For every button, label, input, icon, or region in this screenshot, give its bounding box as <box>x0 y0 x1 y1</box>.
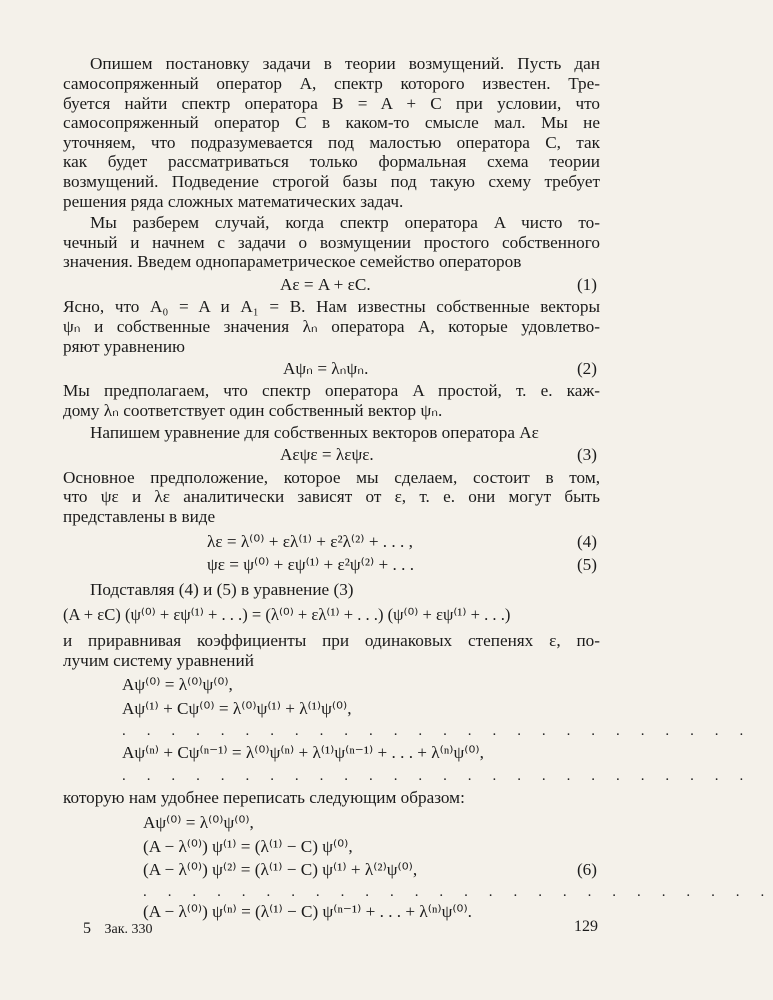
ellipsis-dots: . . . . . . . . . . . . . . . . . . . . . . . . . . <box>143 884 773 901</box>
text-line: дому λₙ соответствует один собственный вектор ψₙ. <box>63 401 443 421</box>
equation-number: (4) <box>576 532 597 551</box>
text-line: возмущений. Подведение строгой базы под такую схему требует <box>63 172 600 192</box>
text-line: Мы разберем случай, когда спектр оператора A чисто то- <box>90 213 600 233</box>
text-line: Напишем уравнение для собственных векторов оператора Aε <box>90 422 539 442</box>
signature-number: 5 <box>83 920 91 938</box>
text-line: Опишем постановку задачи в теории возмущений. Пусть дан <box>90 54 600 74</box>
text-line: Подставляя (4) и (5) в уравнение (3) <box>90 579 354 599</box>
text-line: как будет рассматриваться только формальная схема теории <box>63 152 600 172</box>
text-line: уточняем, что подразумевается под малостью оператора C, так <box>63 132 600 152</box>
text-line: значения. Введем однопараметрическое семейство операторов <box>63 252 522 272</box>
text-line: Мы предполагаем, что спектр оператора A простой, т. е. каж- <box>63 381 600 401</box>
text-line: решения ряда сложных математических задач. <box>63 191 404 211</box>
equation-5: ψε = ψ⁽⁰⁾ + εψ⁽¹⁾ + ε²ψ⁽²⁾ + . . . <box>207 555 414 575</box>
system-equation: (A − λ⁽⁰⁾) ψ⁽¹⁾ = (λ⁽¹⁾ − C) ψ⁽⁰⁾, <box>143 836 353 856</box>
page-number: 129 <box>574 918 598 936</box>
system-equation: (A − λ⁽⁰⁾) ψ⁽ⁿ⁾ = (λ⁽¹⁾ − C) ψ⁽ⁿ⁻¹⁾ + . . . + λ⁽ⁿ⁾ψ⁽⁰⁾. <box>143 902 472 922</box>
text-line: самосопряженный оператор C в каком-то смысле мал. Мы не <box>63 113 600 133</box>
printer-signature <box>83 920 153 938</box>
equation-3: Aεψε = λεψε. <box>280 445 374 465</box>
ellipsis-dots: . . . . . . . . . . . . . . . . . . . . . . . . . . <box>122 722 752 739</box>
equation-number: (1) <box>576 274 597 294</box>
text-line: которую нам удобнее переписать следующим образом: <box>63 788 465 808</box>
text-line: Ясно, что A₀ = A и A₁ = B. Нам известны собственные векторы <box>63 297 600 317</box>
text-line: самосопряженный оператор A, спектр которого известен. Тре- <box>63 73 600 93</box>
equation-4: λε = λ⁽⁰⁾ + ελ⁽¹⁾ + ε²λ⁽²⁾ + . . . , <box>207 532 413 551</box>
text-line: Основное предположение, которое мы сделаем, состоит в том, <box>63 467 600 487</box>
equation-number: (3) <box>576 445 597 465</box>
system-equation: Aψ⁽ⁿ⁾ + Cψ⁽ⁿ⁻¹⁾ = λ⁽⁰⁾ψ⁽ⁿ⁾ + λ⁽¹⁾ψ⁽ⁿ⁻¹⁾ + . . . + λ⁽ⁿ⁾ψ⁽⁰⁾, <box>122 743 484 763</box>
system-equation: Aψ⁽⁰⁾ = λ⁽⁰⁾ψ⁽⁰⁾, <box>122 675 233 695</box>
equation-number: (2) <box>576 359 597 379</box>
substitution-equation: (A + εC) (ψ⁽⁰⁾ + εψ⁽¹⁾ + . . .) = (λ⁽⁰⁾ + ελ⁽¹⁾ + . . .) (ψ⁽⁰⁾ + εψ⁽¹⁾ + . . .) <box>63 604 511 624</box>
system-equation: Aψ⁽⁰⁾ = λ⁽⁰⁾ψ⁽⁰⁾, <box>143 813 254 833</box>
text-line: что ψε и λε аналитически зависят от ε, т. е. они могут быть <box>63 487 600 507</box>
system-equation: (A − λ⁽⁰⁾) ψ⁽²⁾ = (λ⁽¹⁾ − C) ψ⁽¹⁾ + λ⁽²⁾ψ⁽⁰⁾, <box>143 860 418 880</box>
text-line: ψₙ и собственные значения λₙ оператора A, которые удовлетво- <box>63 316 600 336</box>
ellipsis-dots: . . . . . . . . . . . . . . . . . . . . . . . . . . <box>122 767 752 784</box>
equation-1: Aε = A + εC. <box>280 274 371 294</box>
text-line: представлены в виде <box>63 506 216 526</box>
order-number: Зак. 330 <box>104 922 153 938</box>
text-line: буется найти спектр оператора B = A + C при условии, что <box>63 93 600 113</box>
equation-number: (5) <box>576 555 597 575</box>
text-line: лучим систему уравнений <box>63 650 254 670</box>
system-equation: Aψ⁽¹⁾ + Cψ⁽⁰⁾ = λ⁽⁰⁾ψ⁽¹⁾ + λ⁽¹⁾ψ⁽⁰⁾, <box>122 699 352 719</box>
equation-2: Aψₙ = λₙψₙ. <box>283 359 369 379</box>
equation-number: (6) <box>576 860 597 880</box>
text-line: ряют уравнению <box>63 336 185 356</box>
text-line: чечный и начнем с задачи о возмущении простого собственного <box>63 232 600 252</box>
text-line: и приравнивая коэффициенты при одинаковых степенях ε, по- <box>63 631 600 651</box>
